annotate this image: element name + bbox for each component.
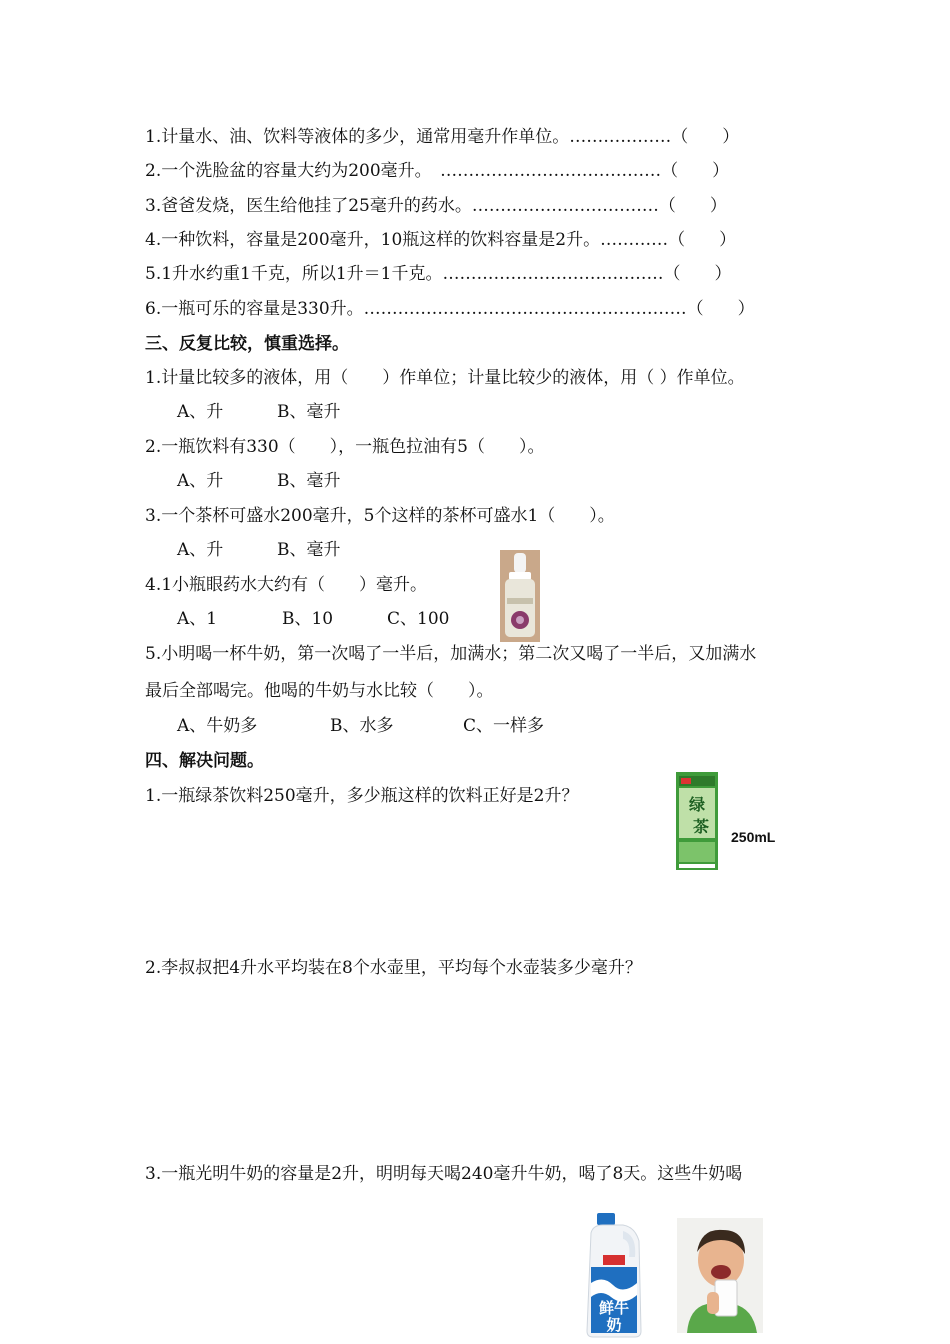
judge-item-3: 3.爸爸发烧，医生给他挂了25毫升的药水。……………………………（ ）	[145, 196, 727, 216]
choice-q4-option-b: B、10	[282, 609, 334, 629]
choice-q5-option-a: A、牛奶多	[177, 716, 258, 736]
choice-q1-option-a: A、升	[177, 402, 224, 422]
eye-drop-bottle-image	[500, 550, 540, 642]
problem-2: 2.李叔叔把4升水平均装在8个水壶里，平均每个水壶装多少毫升？	[145, 958, 642, 978]
judge-item-1: 1.计量水、油、饮料等液体的多少，通常用毫升作单位。………………（ ）	[145, 127, 740, 147]
milk-jug-text-1: 鲜牛	[598, 1299, 630, 1317]
milk-jug-image	[583, 1213, 645, 1339]
judge-item-6: 6.一瓶可乐的容量是330升。…………………………………………………（ ）	[145, 299, 755, 319]
section-3-title: 三、反复比较，慎重选择。	[145, 334, 349, 354]
choice-q2-option-b: B、毫升	[277, 471, 341, 491]
choice-q3-option-a: A、升	[177, 540, 224, 560]
choice-q5-option-c: C、一样多	[463, 716, 545, 736]
choice-q3: 3.一个茶杯可盛水200毫升，5个这样的茶杯可盛水1（ ）。	[145, 506, 615, 526]
choice-q4-option-a: A、1	[177, 609, 218, 629]
choice-q4-option-c: C、100	[387, 609, 450, 629]
judge-item-5: 5.1升水约重1千克，所以1升＝1千克。…………………………………（ ）	[145, 264, 732, 284]
problem-3: 3.一瓶光明牛奶的容量是2升，明明每天喝240毫升牛奶，喝了8天。这些牛奶喝	[145, 1164, 743, 1184]
tea-box-char-1: 绿	[688, 795, 706, 814]
choice-q2-option-a: A、升	[177, 471, 224, 491]
choice-q3-option-b: B、毫升	[277, 540, 341, 560]
boy-drinking-milk-image	[677, 1218, 763, 1333]
choice-q2: 2.一瓶饮料有330（ ），一瓶色拉油有5（ ）。	[145, 437, 545, 457]
tea-volume-label: 250mL	[731, 829, 776, 845]
problem-1: 1.一瓶绿茶饮料250毫升，多少瓶这样的饮料正好是2升？	[145, 786, 579, 806]
choice-q5-line-2: 最后全部喝完。他喝的牛奶与水比较（ ）。	[145, 681, 494, 701]
section-4-title: 四、解决问题。	[145, 751, 264, 771]
choice-q1: 1.计量比较多的液体，用（ ）作单位；计量比较少的液体，用（ ）作单位。	[145, 368, 745, 388]
judge-item-4: 4.一种饮料，容量是200毫升，10瓶这样的饮料容量是2升。…………（ ）	[145, 230, 737, 250]
choice-q4: 4.1小瓶眼药水大约有（ ）毫升。	[145, 575, 428, 595]
choice-q5-line-1: 5.小明喝一杯牛奶，第一次喝了一半后，加满水；第二次又喝了一半后，又加满水	[145, 644, 757, 664]
judge-item-2: 2.一个洗脸盆的容量大约为200毫升。 …………………………………（ ）	[145, 161, 730, 181]
tea-box-char-2: 茶	[692, 817, 710, 836]
milk-jug-text-2: 奶	[606, 1316, 622, 1334]
choice-q5-option-b: B、水多	[330, 716, 394, 736]
green-tea-box-image	[676, 772, 718, 870]
choice-q1-option-b: B、毫升	[277, 402, 341, 422]
